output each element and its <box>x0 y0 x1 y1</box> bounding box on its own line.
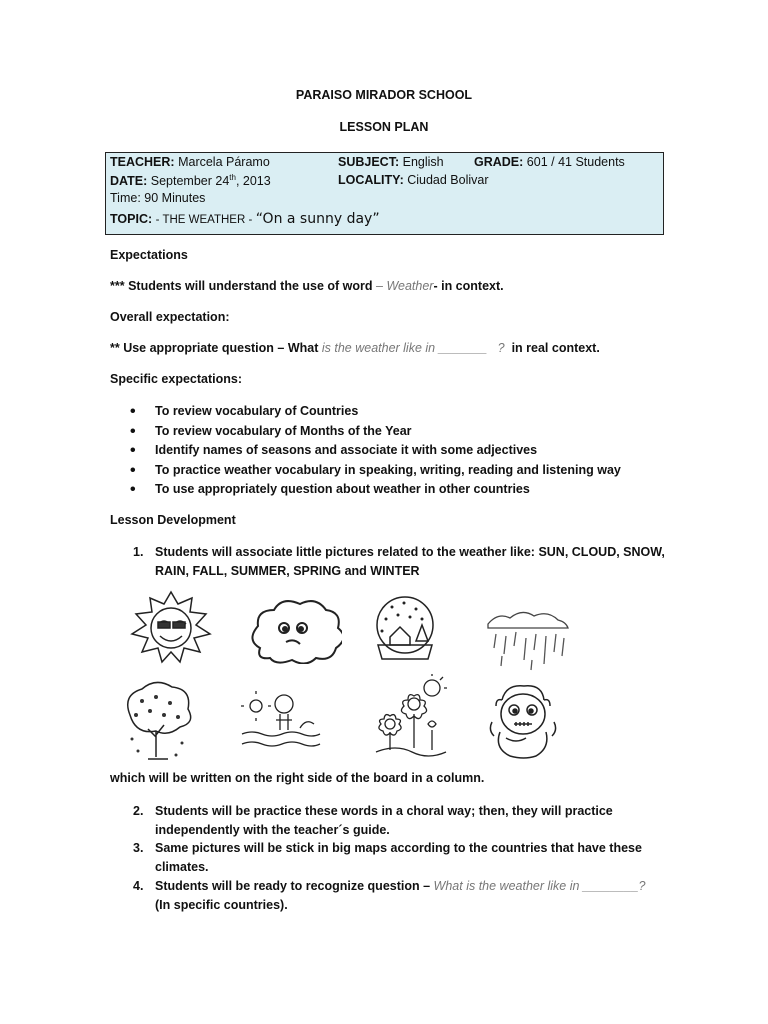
topic-quote: “On a sunny day” <box>255 211 380 227</box>
pictures-note: which will be written on the right side of the board in a column. <box>110 771 485 785</box>
summer-beach-icon <box>240 690 322 754</box>
subject-row <box>338 155 444 169</box>
list-item: • To practice weather vocabulary in speaking, writing, reading and listening way <box>130 461 621 481</box>
lesson-info-box <box>105 152 664 235</box>
rain-icon <box>484 604 572 672</box>
cloud-icon <box>246 598 342 664</box>
document-title: LESSON PLAN <box>339 120 429 134</box>
specific-expectations-list <box>130 402 621 500</box>
step-2: 2. Students will be practice these words in a choral way; then, they will practice independently with the teacher´s guide. <box>133 804 613 837</box>
step-4: 4. Students will be ready to recognize question – What is the weather like in ________? (In specific countries). <box>133 879 646 912</box>
subject-value: English <box>402 155 444 169</box>
overall-heading: Overall expectation: <box>110 310 230 324</box>
locality-value: Ciudad Bolivar <box>407 173 489 187</box>
expectations-line: *** Students will understand the use of word – Weather- in context. <box>110 279 504 293</box>
teacher-value: Marcela Páramo <box>178 155 270 169</box>
expectations-heading: Expectations <box>110 248 188 262</box>
date-row <box>110 173 271 188</box>
step-3: 3. Same pictures will be stick in big maps according to the countries that have these climates. <box>133 841 642 874</box>
list-item: • Identify names of seasons and associate it with some adjectives <box>130 441 621 461</box>
school-name: PARAISO MIRADOR SCHOOL <box>295 88 473 102</box>
teacher-row <box>110 155 270 169</box>
spring-flowers-icon <box>374 674 448 758</box>
locality-label: LOCALITY: <box>338 173 404 187</box>
overall-line: ** Use appropriate question – What is the weather like in _______ ? in real context. <box>110 341 600 355</box>
list-item: • To review vocabulary of Countries <box>130 402 621 422</box>
lesson-development-heading: Lesson Development <box>110 513 236 527</box>
locality-row <box>338 173 489 187</box>
topic-row <box>110 211 380 227</box>
time-value: 90 Minutes <box>144 191 206 205</box>
date-value: September 24th, 2013 <box>150 173 271 189</box>
step-1: 1. Students will associate little pictures related to the weather like: SUN, CLOUD, SNOW, RAIN, FALL, SUMMER, SPRING and WINTER <box>133 545 665 578</box>
grade-label: GRADE: <box>474 155 524 169</box>
specific-heading: Specific expectations: <box>110 372 242 386</box>
teacher-label: TEACHER: <box>110 155 175 169</box>
sun-icon <box>126 590 216 665</box>
grade-value: 601 / 41 Students <box>526 155 625 169</box>
grade-row <box>474 155 625 169</box>
winter-cold-face-icon <box>488 682 558 760</box>
time-label: Time: <box>110 191 141 205</box>
date-label: DATE: <box>110 174 148 189</box>
list-item: • To review vocabulary of Months of the Year <box>130 422 621 442</box>
fall-tree-icon <box>122 681 194 761</box>
topic-dash: - THE WEATHER - <box>155 214 253 226</box>
subject-label: SUBJECT: <box>338 155 400 169</box>
time-row <box>110 191 205 205</box>
snow-globe-icon <box>368 593 442 665</box>
topic-label: TOPIC: <box>110 212 153 226</box>
list-item: • To use appropriately question about weather in other countries <box>130 480 621 500</box>
